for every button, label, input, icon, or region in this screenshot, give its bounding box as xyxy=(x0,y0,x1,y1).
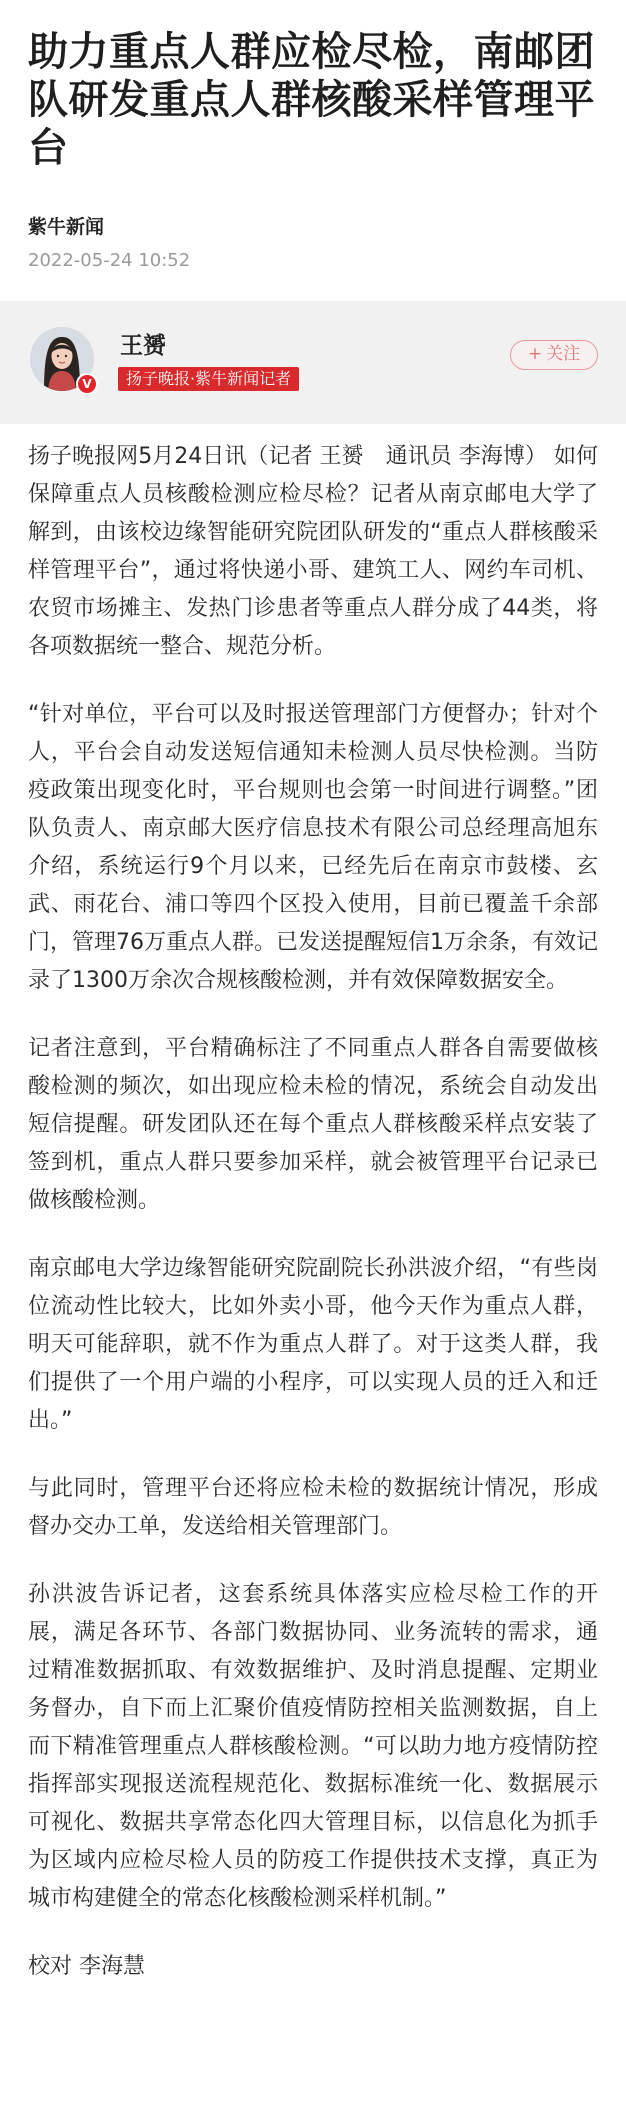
paragraph: 记者注意到，平台精确标注了不同重点人群各自需要做核酸检测的频次，如出现应检未检的情况，系统会自动发出短信提醒。研发团队还在每个重点人群核酸采样点安装了签到机，重点人群只要参加采样，就会被管理平台记录已做核酸检测。 xyxy=(28,1036,598,1213)
proofreader-line: 校对 李海慧 xyxy=(28,1954,145,1979)
plus-icon: + xyxy=(527,344,543,364)
author-name[interactable]: 王赟 xyxy=(120,333,166,359)
article-title: 助力重点人群应检尽检，南邮团队研发重点人群核酸采样管理平台 xyxy=(28,29,595,171)
paragraph: “针对单位，平台可以及时报送管理部门方便督办；针对个人，平台会自动发送短信通知未检测人员尽快检测。当防疫政策出现变化时，平台规则也会第一时间进行调整。”团队负责人、南京邮大医疗信息技术有限公司总经理高旭东介绍，系统运行9个月以来，已经先后在南京市鼓楼、玄武、雨花台、浦口等四个区投入使用，目前已覆盖千余部门，管理76万重点人群。已发送提醒短信1万余条，有效记录了1300万余次合规核酸检测，并有效保障数据安全。 xyxy=(28,702,598,993)
follow-button[interactable] xyxy=(510,340,598,370)
follow-button-label: 关注 xyxy=(546,344,581,364)
paragraph: 南京邮电大学边缘智能研究院副院长孙洪波介绍，“有些岗位流动性比较大，比如外卖小哥，他今天作为重点人群，明天可能辞职，就不作为重点人群了。对于这类人群，我们提供了一个用户端的小程序，可以实现人员的迁入和迁出。” xyxy=(28,1256,598,1433)
paragraph: 孙洪波告诉记者，这套系统具体落实应检尽检工作的开展，满足各环节、各部门数据协同、业务流转的需求，通过精准数据抓取、有效数据维护、及时消息提醒、定期业务督办，自下而上汇聚价值疫情防控相关监测数据，自上而下精准管理重点人群核酸检测。“可以助力地方疫情防控指挥部实现报送流程规范化、数据标准统一化、数据展示可视化、数据共享常态化四大管理目标，以信息化为抓手为区域内应检尽检人员的防疫工作提供技术支撑，真正为城市构建健全的常态化核酸检测采样机制。” xyxy=(28,1582,598,1911)
author-role-badge: 扬子晚报·紫牛新闻记者 xyxy=(118,367,299,391)
paragraph: 与此同时，管理平台还将应检未检的数据统计情况，形成督办交办工单，发送给相关管理部门。 xyxy=(28,1476,598,1539)
publish-time: 2022-05-24 10:52 xyxy=(28,250,191,271)
paragraph: 扬子晚报网5月24日讯（记者 王赟 通讯员 李海博） 如何保障重点人员核酸检测应检尽检？记者从南京邮电大学了解到，由该校边缘智能研究院团队研发的“重点人群核酸采样管理平台”，通过将快递小哥、建筑工人、网约车司机、农贸市场摊主、发热门诊患者等重点人群分成了44类，将各项数据统一整合、规范分析。 xyxy=(28,444,598,659)
author-avatar[interactable] xyxy=(30,327,94,391)
article-source[interactable]: 紫牛新闻 xyxy=(28,216,105,238)
verified-v-icon: V xyxy=(76,373,98,395)
article-body xyxy=(28,438,598,2016)
author-card xyxy=(0,301,626,424)
